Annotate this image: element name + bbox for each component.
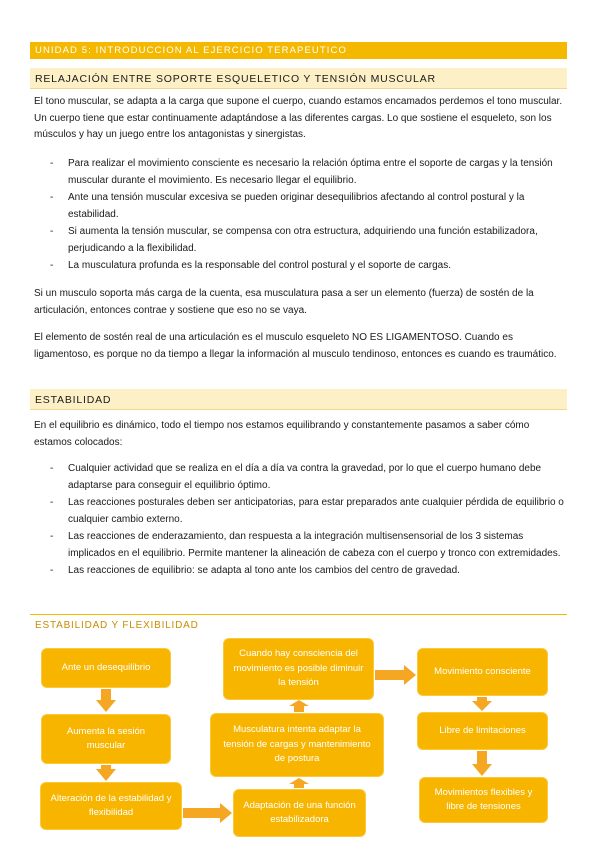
bullet-dash: - <box>50 260 54 271</box>
flow-box-desequilibrio: Ante un desequilibrio <box>41 648 171 688</box>
section1-paragraph-2: Si un musculo soporta más carga de la cuenta, esa musculatura pasa a ser un elemento (fuerza) de sostén de la articulación, entonces contrae y sostiene que eso no se vaya. <box>34 288 534 316</box>
flow-box-libre-limitaciones: Libre de limitaciones <box>417 712 548 750</box>
arrow-down-3 <box>472 697 492 711</box>
flow-box-movimientos-flexibles: Movimientos flexibles y libre de tensiones <box>419 777 548 823</box>
bullet-dash: - <box>50 463 54 474</box>
arrow-down-2 <box>96 765 116 781</box>
flow-box-consciencia: Cuando hay consciencia del movimiento es posible diminuir la tensión <box>223 638 374 700</box>
list-item: - Para realizar el movimiento consciente es necesario la relación óptima entre el soporte de cargas y la tensión muscular durante el movimiento. Es necesario llegar el equilibrio. <box>50 158 553 186</box>
list-item: - Las reacciones posturales deben ser anticipatorias, para estar preparados ante cualquier pérdida de equilibrio o cualquier cambio externo. <box>50 497 564 525</box>
list-item: - Cualquier actividad que se realiza en el día a día va contra la gravedad, por lo que el cuerpo humano debe adaptarse para conseguir el equilibrio óptimo. <box>50 463 542 491</box>
arrow-up-1 <box>289 778 309 788</box>
section-heading-relajacion: RELAJACIÓN ENTRE SOPORTE ESQUELETICO Y TENSIÓN MUSCULAR <box>30 68 567 89</box>
arrow-right-1 <box>183 803 232 823</box>
flow-box-adaptacion: Adaptación de una función estabilizadora <box>233 789 366 837</box>
section2-intro: En el equilibrio es dinámico, todo el tiempo nos estamos equilibrando y constantemente pasamos a saber cómo estamos colocados: <box>34 420 530 448</box>
bullet-dash: - <box>50 565 54 576</box>
unit-banner: UNIDAD 5: INTRODUCCION AL EJERCICIO TERAPEUTICO <box>30 42 567 59</box>
bullet-dash: - <box>50 192 54 203</box>
flow-box-aumenta-sesion: Aumenta la sesión muscular <box>41 714 171 764</box>
bullet-dash: - <box>50 531 54 542</box>
list-item: - Si aumenta la tensión muscular, se compensa con otra estructura, adquiriendo una función estabilizadora, perjudicando a la flexibilidad. <box>50 226 538 254</box>
section1-intro: El tono muscular, se adapta a la carga que supone el cuerpo, cuando estamos encamados perdemos el tono muscular. Un cuerpo tiene que estar continuamente adaptándose a las diferentes cargas. Lo que sostiene el esqueleto, son los músculos y hay un juego entre los antagonistas y sinergistas. <box>34 96 563 140</box>
bullet-dash: - <box>50 226 54 237</box>
flow-box-musculatura: Musculatura intenta adaptar la tensión de cargas y mantenimiento de postura <box>210 713 384 777</box>
flow-box-alteracion: Alteración de la estabilidad y flexibilidad <box>40 782 182 830</box>
arrow-right-2 <box>375 665 416 685</box>
list-item: - Ante una tensión muscular excesiva se pueden originar desequilibrios afectando al control postural y la estabilidad. <box>50 192 525 220</box>
list-item: - La musculatura profunda es la responsable del control postural y el soporte de cargas. <box>34 258 566 275</box>
bullet-dash: - <box>50 497 54 508</box>
list-item: - Las reacciones de equilibrio: se adapta al tono ante los cambios del centro de gravedad. <box>34 563 566 580</box>
arrow-down-1 <box>96 689 116 712</box>
arrow-up-2 <box>289 700 309 712</box>
list-item: - Las reacciones de enderazamiento, dan respuesta a la integración multisensensorial de los 3 sistemas implicados en el equilibrio. Permite mantener la alineación de cabeza con el cuerpo y tronco con extremidades. <box>50 531 561 559</box>
flow-box-movimiento-consciente: Movimiento consciente <box>417 648 548 696</box>
diagram-heading: ESTABILIDAD Y FLEXIBILIDAD <box>30 614 567 634</box>
section-heading-estabilidad: ESTABILIDAD <box>30 389 567 410</box>
bullet-dash: - <box>50 158 54 169</box>
arrow-down-4 <box>472 751 492 776</box>
section1-paragraph-3: El elemento de sostén real de una articulación es el musculo esqueleto NO ES LIGAMENTOSO. Cuando es ligamentoso, es porque no da tiempo a llegar la información al musculo tendinoso, entonces es cuando es traumático. <box>34 332 557 360</box>
